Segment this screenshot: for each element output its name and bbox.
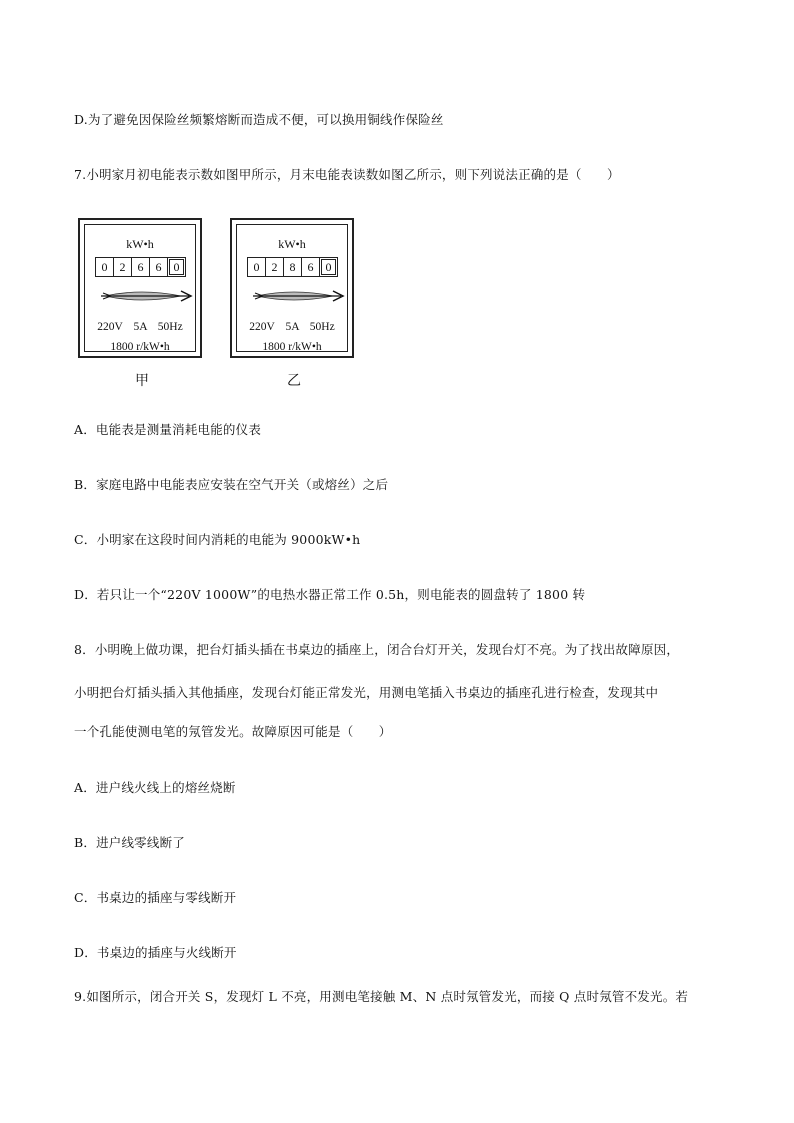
meter-spec: 220V 5A 50Hz <box>97 321 183 333</box>
rotating-disc-icon <box>101 289 193 303</box>
meter-unit: kW•h <box>126 237 154 251</box>
question-8-stem-line1: 8．小明晚上做功课，把台灯插头插在书桌边的插座上，闭合台灯开关，发现台灯不亮。为了找出故障原因， <box>74 642 680 657</box>
option-d: D．若只让一个“220V 1000W”的电热水器正常工作 0.5h，则电能表的圆盘转了 1800 转 <box>74 587 586 602</box>
option-a: A．电能表是测量消耗电能的仪表 <box>74 422 262 437</box>
meter-digit: 8 <box>283 257 302 277</box>
rotating-disc-icon <box>253 289 345 303</box>
option-c: C．小明家在这段时间内消耗的电能为 9000kW•h <box>74 532 361 547</box>
option-d: D．书桌边的插座与火线断开 <box>74 945 237 960</box>
meter-rate: 1800 r/kW•h <box>262 341 322 353</box>
question-8-stem-line3: 一个孔能使测电笔的氖管发光。故障原因可能是（ ） <box>74 724 392 739</box>
option-d-prev: D.为了避免因保险丝频繁熔断而造成不便，可以换用铜线作保险丝 <box>74 112 444 127</box>
meter-digit: 2 <box>265 257 284 277</box>
question-9-stem: 9.如图所示，闭合开关 S，发现灯 L 不亮，用测电笔接触 M、N 点时氖管发光，而接 Q 点时氖管不发光。若 <box>74 989 689 1004</box>
option-b: B．家庭电路中电能表应安装在空气开关（或熔丝）之后 <box>74 477 389 492</box>
option-b: B．进户线零线断了 <box>74 835 185 850</box>
meter-spec: 220V 5A 50Hz <box>249 321 335 333</box>
option-a: A．进户线火线上的熔丝烧断 <box>74 780 236 795</box>
figure-label-jia: 甲 <box>135 373 149 389</box>
meter-reading <box>95 257 185 277</box>
meter-digit: 2 <box>113 257 132 277</box>
meter-decimal-digit: 0 <box>167 257 186 277</box>
meter-digit: 0 <box>95 257 114 277</box>
question-7-stem: 7.小明家月初电能表示数如图甲所示，月末电能表读数如图乙所示，则下列说法正确的是（ ） <box>74 167 620 182</box>
meter-decimal-digit: 0 <box>319 257 338 277</box>
meter-reading <box>247 257 337 277</box>
meter-digit: 6 <box>131 257 150 277</box>
meter-unit: kW•h <box>278 237 306 251</box>
meter-rate: 1800 r/kW•h <box>110 341 170 353</box>
electric-meter-yi <box>230 218 354 358</box>
meter-digit: 0 <box>247 257 266 277</box>
option-c: C．书桌边的插座与零线断开 <box>74 890 237 905</box>
meter-digit: 6 <box>149 257 168 277</box>
electric-meter-jia <box>78 218 202 358</box>
meter-digit: 6 <box>301 257 320 277</box>
question-8-stem-line2: 小明把台灯插头插入其他插座，发现台灯能正常发光，用测电笔插入书桌边的插座孔进行检查，发现其中 <box>74 685 659 700</box>
figure-label-yi: 乙 <box>287 373 301 389</box>
